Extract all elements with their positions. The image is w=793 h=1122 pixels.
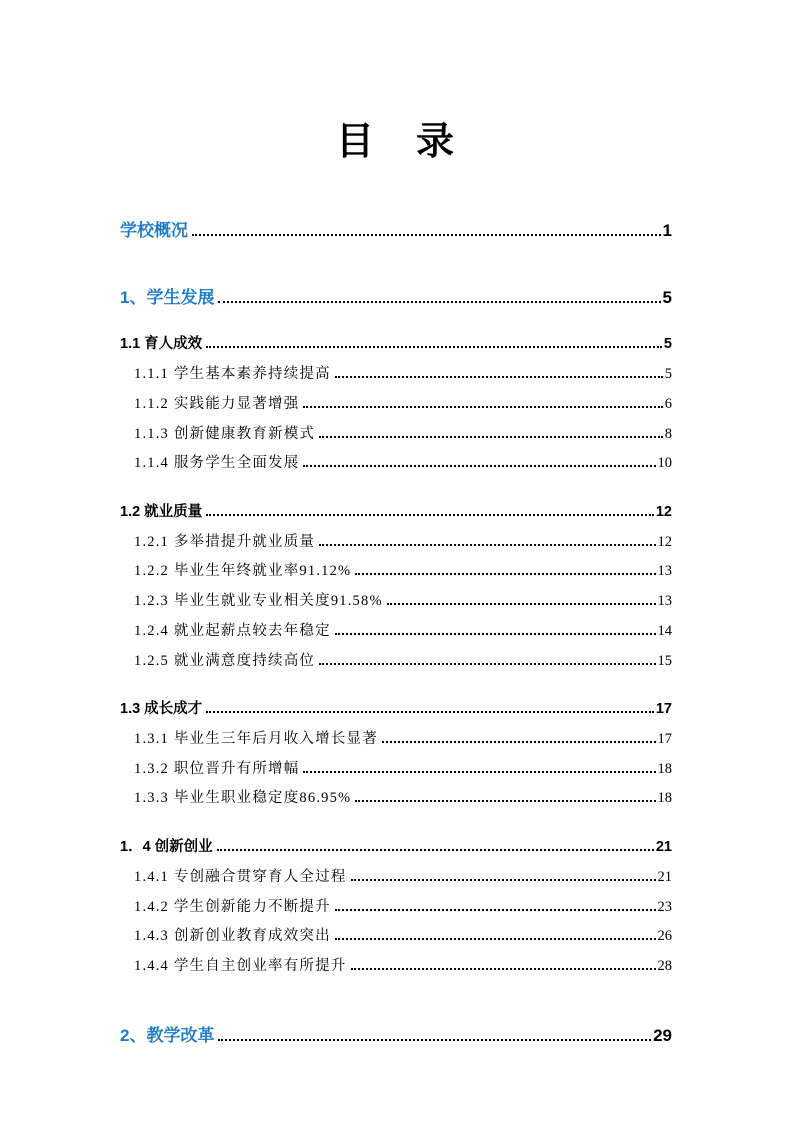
toc-entry-label: 1.1 育人成效 <box>120 336 203 353</box>
toc-page-number: 13 <box>657 563 672 580</box>
toc-list <box>120 217 672 1049</box>
toc-page-number: 23 <box>657 898 672 915</box>
toc-page-number: 18 <box>657 760 672 777</box>
toc-entry-label: 1.3 成长成才 <box>120 701 203 718</box>
toc-entry-label: 1.4.4 学生自主创业率有所提升 <box>134 958 347 975</box>
toc-page-number: 29 <box>653 1025 672 1045</box>
toc-entry-label: 1.3.3 毕业生职业稳定度86.95% <box>134 790 352 807</box>
toc-page-number: 5 <box>663 336 672 353</box>
toc-entry <box>120 449 672 479</box>
toc-entry <box>120 922 672 952</box>
toc-dot-leader <box>303 406 662 408</box>
toc-page-number: 5 <box>662 288 672 308</box>
toc-entry <box>120 1022 672 1049</box>
toc-dot-leader <box>192 234 661 236</box>
toc-page-number: 21 <box>655 839 672 856</box>
toc-dot-leader <box>355 800 655 802</box>
toc-page-number: 8 <box>664 425 672 442</box>
toc-page-number: 5 <box>664 366 672 383</box>
toc-entry <box>120 360 672 390</box>
toc-entry <box>120 217 672 244</box>
toc-entry <box>120 833 672 863</box>
toc-page-number: 10 <box>657 455 672 472</box>
toc-entry <box>120 528 672 558</box>
toc-entry-label: 2、教学改革 <box>120 1025 215 1045</box>
toc-page-number: 17 <box>657 731 672 747</box>
toc-entry <box>120 284 672 311</box>
toc-entry-label: 1.2.2 毕业生年终就业率91.12% <box>134 563 352 580</box>
toc-dot-leader <box>319 663 655 665</box>
toc-entry-label: 1.1.4 服务学生全面发展 <box>134 455 300 472</box>
toc-dot-leader <box>319 544 655 546</box>
toc-entry <box>120 863 672 893</box>
toc-dot-leader <box>206 514 654 516</box>
toc-entry-label: 1.1.2 实践能力显著增强 <box>134 395 300 412</box>
toc-page-number: 26 <box>657 928 672 945</box>
toc-entry <box>120 390 672 420</box>
toc-page-number: 21 <box>657 868 672 885</box>
toc-page-number: 1 <box>662 221 672 240</box>
toc-page-number: 17 <box>655 701 672 718</box>
toc-entry <box>120 617 672 647</box>
toc-dot-leader <box>335 376 663 378</box>
toc-dot-leader <box>335 909 656 911</box>
toc-dot-leader <box>335 633 656 635</box>
toc-entry <box>120 755 672 785</box>
toc-entry <box>120 952 672 982</box>
toc-dot-leader <box>387 603 656 605</box>
toc-entry-label: 1.2 就业质量 <box>120 503 203 520</box>
toc-entry-label: 1.1.3 创新健康教育新模式 <box>134 425 316 442</box>
toc-entry <box>120 893 672 923</box>
toc-entry-label: 1．4 创新创业 <box>120 839 213 856</box>
toc-entry <box>120 647 672 677</box>
toc-entry-label: 学校概况 <box>120 221 188 240</box>
toc-page-number: 18 <box>657 790 672 807</box>
toc-entry-label: 1.2.4 就业起薪点较去年稳定 <box>134 622 331 639</box>
toc-entry <box>120 330 672 360</box>
toc-dot-leader <box>335 938 656 940</box>
toc-dot-leader <box>319 436 663 438</box>
page-title: 目 录 <box>335 121 456 163</box>
toc-dot-leader <box>218 301 660 303</box>
toc-dot-leader <box>382 741 656 743</box>
toc-entry <box>120 557 672 587</box>
toc-entry-label: 1、学生发展 <box>120 288 215 308</box>
toc-dot-leader <box>217 849 654 851</box>
toc-entry-label: 1.4.1 专创融合贯穿育人全过程 <box>134 868 347 885</box>
toc-entry-label: 1.3.1 毕业生三年后月收入增长显著 <box>134 731 378 747</box>
toc-entry <box>120 420 672 450</box>
toc-entry <box>120 784 672 814</box>
toc-entry <box>120 498 672 528</box>
toc-dot-leader <box>206 346 662 348</box>
toc-page-number: 28 <box>657 958 672 975</box>
toc-page-number: 12 <box>657 533 672 550</box>
toc-page-number: 6 <box>664 395 672 412</box>
toc-entry-label: 1.2.1 多举措提升就业质量 <box>134 533 316 550</box>
toc-dot-leader <box>303 465 655 467</box>
toc-dot-leader <box>206 711 654 713</box>
toc-dot-leader <box>218 1039 651 1041</box>
toc-entry-label: 1.4.2 学生创新能力不断提升 <box>134 898 331 915</box>
toc-entry <box>120 725 672 755</box>
toc-dot-leader <box>351 968 656 970</box>
toc-entry-label: 1.2.5 就业满意度持续高位 <box>134 652 316 669</box>
toc-page-number: 13 <box>657 593 672 610</box>
toc-dot-leader <box>355 573 655 575</box>
toc-page-number: 12 <box>655 503 672 520</box>
toc-entry-label: 1.2.3 毕业生就业专业相关度91.58% <box>134 593 383 610</box>
toc-entry-label: 1.3.2 职位晋升有所增幅 <box>134 760 300 777</box>
toc-dot-leader <box>351 879 656 881</box>
toc-page-number: 15 <box>657 652 672 669</box>
toc-entry <box>120 695 672 725</box>
toc-entry-label: 1.4.3 创新创业教育成效突出 <box>134 928 331 945</box>
toc-dot-leader <box>303 771 655 773</box>
toc-page-number: 14 <box>657 622 672 639</box>
toc-entry <box>120 587 672 617</box>
toc-entry-label: 1.1.1 学生基本素养持续提高 <box>134 366 331 383</box>
